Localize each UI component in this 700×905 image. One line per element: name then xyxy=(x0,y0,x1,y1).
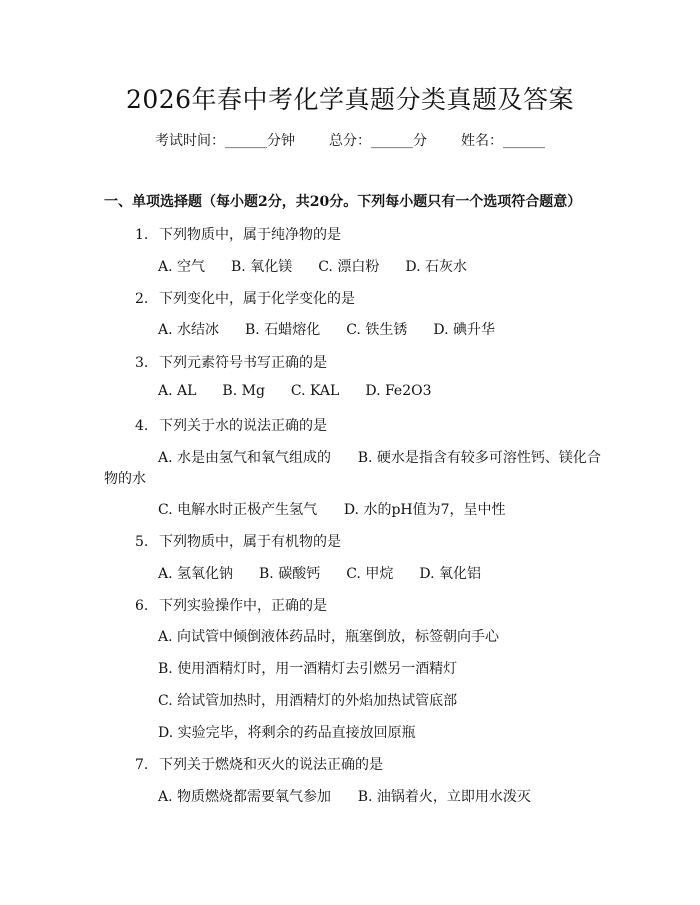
question-number: 3. xyxy=(135,355,149,371)
option-b: B. 使用酒精灯时，用一酒精灯去引燃另一酒精灯 xyxy=(158,661,458,677)
option-d: D. Fe2O3 xyxy=(365,383,432,399)
option-b: B. 碳酸钙 xyxy=(259,566,321,582)
option-a: A. 向试管中倾倒液体药品时，瓶塞倒放，标签朝向手心 xyxy=(158,629,500,645)
question-4-options-line-1: A. 水是由氢气和氧气组成的 B. 硬水是指含有较多可溶性钙、镁化合 xyxy=(158,450,601,466)
question-stem: 下列关于燃烧和灭火的说法正确的是 xyxy=(159,757,383,773)
question-3 xyxy=(135,352,327,372)
option-a: A. 空气 xyxy=(158,259,206,275)
question-number: 1. xyxy=(135,227,149,243)
option-a: A. 氢氧化钠 xyxy=(158,566,234,582)
option-d: D. 碘升华 xyxy=(433,322,495,338)
option-b: B. 氧化镁 xyxy=(231,259,293,275)
question-7 xyxy=(135,754,383,774)
question-number: 4. xyxy=(135,418,149,434)
question-6 xyxy=(135,595,327,615)
option-c: C. KAL xyxy=(290,383,340,399)
question-4-options-line-2: C. 电解水时正极产生氢气 D. 水的pH值为7，呈中性 xyxy=(158,502,506,518)
option-a: A. 水结冰 xyxy=(158,322,220,338)
question-4 xyxy=(135,415,327,435)
option-d: D. 实验完毕，将剩余的药品直接放回原瓶 xyxy=(158,725,416,741)
option-c: C. 漂白粉 xyxy=(318,259,380,275)
question-stem: 下列关于水的说法正确的是 xyxy=(159,418,327,434)
option-c: C. 甲烷 xyxy=(346,566,394,582)
option-b: B. 石蜡熔化 xyxy=(245,322,321,338)
question-7-options-line-1: A. 物质燃烧都需要氧气参加 B. 油锅着火，立即用水泼灭 xyxy=(158,789,531,805)
question-2-options xyxy=(158,319,521,339)
question-2 xyxy=(135,288,355,308)
option-d: D. 石灰水 xyxy=(405,259,467,275)
exam-score: 总分：______分 xyxy=(329,133,427,149)
question-number: 2. xyxy=(135,291,149,307)
question-1-options xyxy=(158,256,493,276)
option-b: B. Mg xyxy=(222,383,265,399)
option-a: A. AL xyxy=(158,383,197,399)
question-stem: 下列元素符号书写正确的是 xyxy=(159,355,327,371)
option-d: D. 氧化铝 xyxy=(419,566,481,582)
exam-time: 考试时间：______分钟 xyxy=(155,133,295,149)
question-number: 5. xyxy=(135,534,149,550)
question-stem: 下列物质中，属于有机物的是 xyxy=(159,534,341,550)
question-stem: 下列实验操作中，正确的是 xyxy=(159,598,327,614)
question-stem: 下列物质中，属于纯净物的是 xyxy=(159,227,341,243)
option-c: C. 给试管加热时，用酒精灯的外焰加热试管底部 xyxy=(158,693,458,709)
question-5 xyxy=(135,531,341,551)
question-1 xyxy=(135,224,341,244)
exam-meta xyxy=(0,130,700,150)
question-5-options xyxy=(158,563,507,583)
student-name: 姓名：______ xyxy=(461,133,545,149)
question-4-options-wrap: 物的水 xyxy=(104,471,146,487)
question-3-options xyxy=(158,383,458,399)
page-title: 2026年春中考化学真题分类真题及答案 xyxy=(125,85,575,114)
question-number: 7. xyxy=(135,757,149,773)
question-stem: 下列变化中，属于化学变化的是 xyxy=(159,291,355,307)
section-heading: 一、单项选择题（每小题2分，共20分。下列每小题只有一个选项符合题意） xyxy=(104,194,582,210)
question-number: 6. xyxy=(135,598,149,614)
option-c: C. 铁生锈 xyxy=(346,322,408,338)
